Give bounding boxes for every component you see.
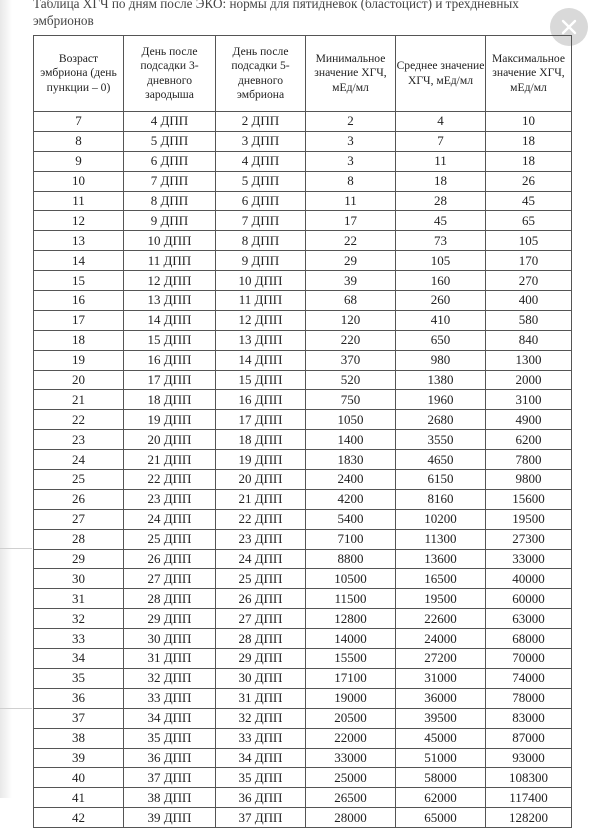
cell-max: 170 [486, 251, 572, 271]
hcg-table [33, 35, 572, 828]
cell-min: 10500 [306, 569, 396, 589]
cell-max: 83000 [486, 708, 572, 728]
cell-min: 220 [306, 330, 396, 350]
cell-max: 840 [486, 330, 572, 350]
header-avg: Среднее значение ХГЧ, мЕд/мл [396, 36, 486, 112]
cell-embryo-age: 40 [34, 768, 124, 788]
cell-day-5day: 12 ДПП [216, 310, 306, 330]
cell-avg: 1380 [396, 370, 486, 390]
divider-line [0, 708, 32, 709]
cell-day-3day: 20 ДПП [124, 430, 216, 450]
cell-min: 370 [306, 350, 396, 370]
table-row [34, 291, 572, 311]
cell-min: 12800 [306, 609, 396, 629]
cell-min: 2 [306, 112, 396, 132]
cell-day-5day: 19 ДПП [216, 450, 306, 470]
cell-embryo-age: 32 [34, 609, 124, 629]
cell-day-3day: 35 ДПП [124, 728, 216, 748]
table-row [34, 509, 572, 529]
cell-embryo-age: 19 [34, 350, 124, 370]
cell-day-3day: 26 ДПП [124, 549, 216, 569]
cell-day-5day: 22 ДПП [216, 509, 306, 529]
cell-avg: 260 [396, 291, 486, 311]
cell-day-5day: 24 ДПП [216, 549, 306, 569]
cell-day-3day: 15 ДПП [124, 330, 216, 350]
cell-day-5day: 20 ДПП [216, 470, 306, 490]
cell-embryo-age: 38 [34, 728, 124, 748]
table-row [34, 728, 572, 748]
cell-min: 120 [306, 310, 396, 330]
cell-avg: 45000 [396, 728, 486, 748]
cell-day-5day: 6 ДПП [216, 191, 306, 211]
cell-max: 33000 [486, 549, 572, 569]
table-row [34, 330, 572, 350]
cell-avg: 19500 [396, 589, 486, 609]
table-row [34, 470, 572, 490]
cell-avg: 650 [396, 330, 486, 350]
cell-day-3day: 33 ДПП [124, 688, 216, 708]
cell-embryo-age: 11 [34, 191, 124, 211]
cell-embryo-age: 22 [34, 410, 124, 430]
cell-min: 29 [306, 251, 396, 271]
cell-embryo-age: 16 [34, 291, 124, 311]
cell-min: 22000 [306, 728, 396, 748]
table-row [34, 131, 572, 151]
cell-max: 7800 [486, 450, 572, 470]
cell-max: 15600 [486, 489, 572, 509]
cell-max: 65 [486, 211, 572, 231]
cell-min: 26500 [306, 788, 396, 808]
cell-avg: 4 [396, 112, 486, 132]
cell-avg: 31000 [396, 668, 486, 688]
cell-avg: 62000 [396, 788, 486, 808]
table-row [34, 350, 572, 370]
cell-day-3day: 31 ДПП [124, 649, 216, 669]
cell-min: 5400 [306, 509, 396, 529]
cell-max: 6200 [486, 430, 572, 450]
table-row [34, 231, 572, 251]
cell-max: 19500 [486, 509, 572, 529]
cell-avg: 22600 [396, 609, 486, 629]
table-row [34, 589, 572, 609]
cell-day-3day: 27 ДПП [124, 569, 216, 589]
cell-avg: 36000 [396, 688, 486, 708]
cell-min: 750 [306, 390, 396, 410]
cell-day-5day: 4 ДПП [216, 151, 306, 171]
cell-embryo-age: 41 [34, 788, 124, 808]
cell-max: 105 [486, 231, 572, 251]
table-row [34, 649, 572, 669]
cell-avg: 58000 [396, 768, 486, 788]
cell-day-5day: 13 ДПП [216, 330, 306, 350]
page-edge-shadow [0, 0, 12, 798]
cell-day-5day: 8 ДПП [216, 231, 306, 251]
cell-day-5day: 37 ДПП [216, 808, 306, 828]
cell-max: 45 [486, 191, 572, 211]
cell-min: 4200 [306, 489, 396, 509]
cell-max: 18 [486, 131, 572, 151]
cell-max: 128200 [486, 808, 572, 828]
cell-min: 8800 [306, 549, 396, 569]
cell-min: 11 [306, 191, 396, 211]
cell-max: 70000 [486, 649, 572, 669]
cell-day-5day: 28 ДПП [216, 629, 306, 649]
cell-min: 3 [306, 131, 396, 151]
table-row [34, 430, 572, 450]
cell-min: 1830 [306, 450, 396, 470]
cell-day-5day: 17 ДПП [216, 410, 306, 430]
cell-embryo-age: 33 [34, 629, 124, 649]
cell-embryo-age: 31 [34, 589, 124, 609]
cell-min: 68 [306, 291, 396, 311]
cell-min: 28000 [306, 808, 396, 828]
cell-day-3day: 23 ДПП [124, 489, 216, 509]
cell-day-3day: 38 ДПП [124, 788, 216, 808]
cell-min: 11500 [306, 589, 396, 609]
cell-day-3day: 24 ДПП [124, 509, 216, 529]
header-min: Минимальное значение ХГЧ, мЕд/мл [306, 36, 396, 112]
cell-day-3day: 18 ДПП [124, 390, 216, 410]
cell-avg: 65000 [396, 808, 486, 828]
table-row [34, 251, 572, 271]
cell-max: 74000 [486, 668, 572, 688]
cell-max: 60000 [486, 589, 572, 609]
table-row [34, 569, 572, 589]
cell-min: 520 [306, 370, 396, 390]
cell-max: 270 [486, 271, 572, 291]
cell-embryo-age: 13 [34, 231, 124, 251]
cell-embryo-age: 14 [34, 251, 124, 271]
table-row [34, 171, 572, 191]
cell-embryo-age: 15 [34, 271, 124, 291]
cell-min: 8 [306, 171, 396, 191]
cell-min: 1400 [306, 430, 396, 450]
cell-embryo-age: 18 [34, 330, 124, 350]
cell-day-3day: 7 ДПП [124, 171, 216, 191]
cell-day-3day: 25 ДПП [124, 529, 216, 549]
cell-embryo-age: 17 [34, 310, 124, 330]
cell-avg: 3550 [396, 430, 486, 450]
cell-max: 63000 [486, 609, 572, 629]
cell-min: 7100 [306, 529, 396, 549]
cell-day-3day: 19 ДПП [124, 410, 216, 430]
cell-day-5day: 33 ДПП [216, 728, 306, 748]
table-row [34, 211, 572, 231]
table-row [34, 112, 572, 132]
cell-avg: 24000 [396, 629, 486, 649]
cell-min: 39 [306, 271, 396, 291]
table-row [34, 271, 572, 291]
cell-embryo-age: 10 [34, 171, 124, 191]
cell-min: 14000 [306, 629, 396, 649]
cell-embryo-age: 34 [34, 649, 124, 669]
table-row [34, 151, 572, 171]
cell-embryo-age: 21 [34, 390, 124, 410]
table-row [34, 191, 572, 211]
cell-day-5day: 34 ДПП [216, 748, 306, 768]
cell-avg: 11300 [396, 529, 486, 549]
header-day-3day: День после подсадки 3-дневного зародыша [124, 36, 216, 112]
table-row [34, 410, 572, 430]
cell-day-5day: 16 ДПП [216, 390, 306, 410]
cell-max: 9800 [486, 470, 572, 490]
cell-min: 1050 [306, 410, 396, 430]
cell-day-3day: 28 ДПП [124, 589, 216, 609]
cell-day-5day: 5 ДПП [216, 171, 306, 191]
cell-avg: 39500 [396, 708, 486, 728]
cell-max: 40000 [486, 569, 572, 589]
table-row [34, 629, 572, 649]
table-body [34, 112, 572, 828]
cell-day-3day: 32 ДПП [124, 668, 216, 688]
cell-day-5day: 30 ДПП [216, 668, 306, 688]
cell-embryo-age: 26 [34, 489, 124, 509]
cell-max: 78000 [486, 688, 572, 708]
cell-avg: 8160 [396, 489, 486, 509]
cell-embryo-age: 24 [34, 450, 124, 470]
table-row [34, 708, 572, 728]
table-row [34, 748, 572, 768]
cell-min: 2400 [306, 470, 396, 490]
cell-day-3day: 4 ДПП [124, 112, 216, 132]
table-row [34, 688, 572, 708]
cell-avg: 73 [396, 231, 486, 251]
cell-day-3day: 34 ДПП [124, 708, 216, 728]
cell-min: 19000 [306, 688, 396, 708]
cell-day-5day: 27 ДПП [216, 609, 306, 629]
cell-min: 22 [306, 231, 396, 251]
header-embryo-age: Возраст эмбриона (день пункции – 0) [34, 36, 124, 112]
cell-day-3day: 22 ДПП [124, 470, 216, 490]
cell-avg: 1960 [396, 390, 486, 410]
cell-day-5day: 26 ДПП [216, 589, 306, 609]
cell-min: 17100 [306, 668, 396, 688]
table-row [34, 549, 572, 569]
cell-avg: 28 [396, 191, 486, 211]
cell-max: 108300 [486, 768, 572, 788]
cell-day-3day: 36 ДПП [124, 748, 216, 768]
table-row [34, 668, 572, 688]
cell-avg: 27200 [396, 649, 486, 669]
cell-avg: 10200 [396, 509, 486, 529]
cell-day-5day: 23 ДПП [216, 529, 306, 549]
cell-day-5day: 3 ДПП [216, 131, 306, 151]
cell-day-5day: 15 ДПП [216, 370, 306, 390]
cell-day-5day: 35 ДПП [216, 768, 306, 788]
cell-day-3day: 37 ДПП [124, 768, 216, 788]
table-row [34, 489, 572, 509]
cell-embryo-age: 42 [34, 808, 124, 828]
cell-max: 26 [486, 171, 572, 191]
cell-embryo-age: 37 [34, 708, 124, 728]
cell-embryo-age: 7 [34, 112, 124, 132]
cell-embryo-age: 20 [34, 370, 124, 390]
cell-day-3day: 21 ДПП [124, 450, 216, 470]
cell-day-3day: 17 ДПП [124, 370, 216, 390]
cell-day-5day: 2 ДПП [216, 112, 306, 132]
cell-day-3day: 39 ДПП [124, 808, 216, 828]
cell-embryo-age: 30 [34, 569, 124, 589]
cell-day-3day: 9 ДПП [124, 211, 216, 231]
table-row [34, 370, 572, 390]
cell-avg: 13600 [396, 549, 486, 569]
cell-embryo-age: 39 [34, 748, 124, 768]
divider-line [0, 548, 32, 549]
cell-embryo-age: 12 [34, 211, 124, 231]
cell-max: 3100 [486, 390, 572, 410]
cell-day-3day: 8 ДПП [124, 191, 216, 211]
cell-avg: 18 [396, 171, 486, 191]
table-row [34, 768, 572, 788]
cell-day-3day: 29 ДПП [124, 609, 216, 629]
cell-max: 2000 [486, 370, 572, 390]
cell-min: 15500 [306, 649, 396, 669]
cell-day-3day: 6 ДПП [124, 151, 216, 171]
cell-avg: 2680 [396, 410, 486, 430]
cell-max: 4900 [486, 410, 572, 430]
cell-day-5day: 7 ДПП [216, 211, 306, 231]
cell-embryo-age: 35 [34, 668, 124, 688]
cell-day-5day: 9 ДПП [216, 251, 306, 271]
cell-day-5day: 14 ДПП [216, 350, 306, 370]
cell-max: 400 [486, 291, 572, 311]
cell-max: 117400 [486, 788, 572, 808]
cell-max: 93000 [486, 748, 572, 768]
cell-max: 68000 [486, 629, 572, 649]
cell-avg: 7 [396, 131, 486, 151]
cell-avg: 16500 [396, 569, 486, 589]
cell-avg: 980 [396, 350, 486, 370]
cell-max: 10 [486, 112, 572, 132]
cell-min: 20500 [306, 708, 396, 728]
cell-embryo-age: 9 [34, 151, 124, 171]
cell-embryo-age: 8 [34, 131, 124, 151]
close-icon [561, 19, 577, 35]
cell-day-5day: 31 ДПП [216, 688, 306, 708]
cell-day-3day: 13 ДПП [124, 291, 216, 311]
cell-embryo-age: 29 [34, 549, 124, 569]
header-max: Максимальное значение ХГЧ, мЕд/мл [486, 36, 572, 112]
cell-day-5day: 10 ДПП [216, 271, 306, 291]
cell-avg: 410 [396, 310, 486, 330]
cell-avg: 6150 [396, 470, 486, 490]
table-row [34, 529, 572, 549]
table-row [34, 390, 572, 410]
cell-embryo-age: 27 [34, 509, 124, 529]
table-row [34, 450, 572, 470]
cell-day-3day: 5 ДПП [124, 131, 216, 151]
cell-day-3day: 16 ДПП [124, 350, 216, 370]
cell-embryo-age: 28 [34, 529, 124, 549]
cell-day-5day: 25 ДПП [216, 569, 306, 589]
cell-avg: 11 [396, 151, 486, 171]
cell-day-3day: 30 ДПП [124, 629, 216, 649]
cell-max: 580 [486, 310, 572, 330]
cell-day-3day: 12 ДПП [124, 271, 216, 291]
cell-day-5day: 11 ДПП [216, 291, 306, 311]
cell-day-5day: 29 ДПП [216, 649, 306, 669]
cell-min: 3 [306, 151, 396, 171]
table-row [34, 310, 572, 330]
cell-max: 27300 [486, 529, 572, 549]
cell-embryo-age: 23 [34, 430, 124, 450]
cell-avg: 105 [396, 251, 486, 271]
table-header-row [34, 36, 572, 112]
cell-min: 33000 [306, 748, 396, 768]
cell-day-5day: 18 ДПП [216, 430, 306, 450]
cell-day-5day: 21 ДПП [216, 489, 306, 509]
cell-avg: 4650 [396, 450, 486, 470]
table-row [34, 609, 572, 629]
cell-day-3day: 10 ДПП [124, 231, 216, 251]
cell-max: 18 [486, 151, 572, 171]
cell-embryo-age: 36 [34, 688, 124, 708]
table-row [34, 808, 572, 828]
cell-day-5day: 32 ДПП [216, 708, 306, 728]
table-title: Таблица ХГЧ по дням после ЭКО: нормы для пятидневок (бластоцист) и трехдневных эмбрионов [33, 0, 519, 28]
cell-day-5day: 36 ДПП [216, 788, 306, 808]
cell-max: 1300 [486, 350, 572, 370]
header-day-5day: День после подсадки 5-дневного эмбриона [216, 36, 306, 112]
cell-avg: 160 [396, 271, 486, 291]
cell-avg: 51000 [396, 748, 486, 768]
cell-day-3day: 11 ДПП [124, 251, 216, 271]
cell-min: 17 [306, 211, 396, 231]
cell-day-3day: 14 ДПП [124, 310, 216, 330]
cell-min: 25000 [306, 768, 396, 788]
cell-embryo-age: 25 [34, 470, 124, 490]
cell-avg: 45 [396, 211, 486, 231]
cell-max: 87000 [486, 728, 572, 748]
